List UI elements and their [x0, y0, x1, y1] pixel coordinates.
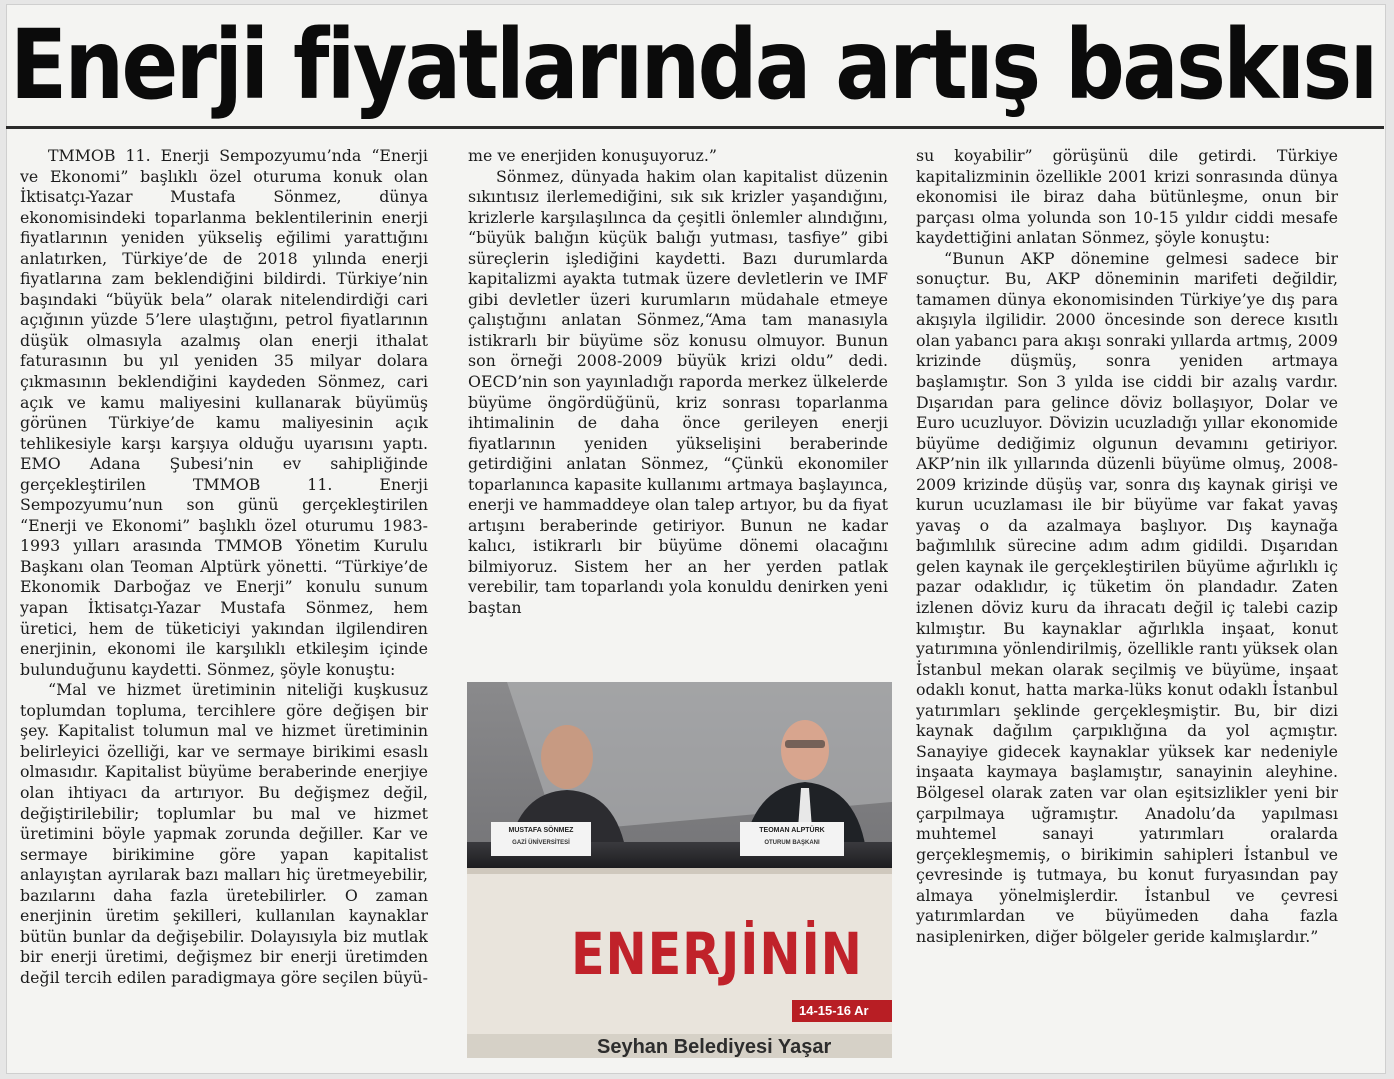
nameplate-left-line1: MUSTAFA SÖNMEZ	[508, 827, 574, 834]
headline-text: Enerji fiyatlarında artış baskısı	[10, 9, 1376, 121]
paragraph: “Mal ve hizmet üretiminin niteliği kuşkusuz toplumdan topluma, tercihlere göre değişen bir şey. Kapitalist tolumun mal ve hizmet üretiminin belirleyici özelliği, kar ve sermaye birikimi esaslı olmasıdır. Kapitalist büyüme beraberinde enerjiye olan ihtiyacı da artırıyor. Bu değişmez değil, değiştirilebilir; toplumlar bu mal ve hizmet üretimini böyle yapmak zorunda değiller. Kar ve sermaye birikimine göre yapan kapitalist anlayıştan ayrılarak bazı malları hiç üretmeyebilir, bazılarını daha fazla üretebilirler. O zaman enerjinin üretim şekilleri, kullanılan kaynaklar bütün bunlar da değişebilir. Dolayısıyla biz mutlak bir enerji üretimi, değişmez bir enerji üretimden değil tercih edilen paradigmaya göre seçilen büyü-	[20, 680, 428, 987]
nameplate-right-line2: OTURUM BAŞKANI	[764, 840, 820, 846]
banner-word: ENERJİNİN	[571, 920, 863, 988]
conference-photo	[467, 682, 892, 1058]
nameplate-right-line1: TEOMAN ALPTÜRK	[759, 827, 825, 834]
banner-bottom-text: Seyhan Belediyesi Yaşar	[597, 1036, 832, 1058]
article-column-2	[468, 146, 888, 666]
paragraph: me ve enerjiden konuşuyoruz.”	[468, 146, 717, 165]
paragraph: Sönmez, dünyada hakim olan kapitalist düzenin sıkıntısız ilerlemediğini, sık sık krizler yaşandığını, krizlerle karşılaşılınca da çeşitli önlemler alındığını, “büyük balığın küçük balığı yutması, tasfiye” gibi süreçlerin işlediğini kaydetti. Bazı durumlarda kapitalizmi ayakta tutmak üzere devletlerin ve IMF gibi devletler üzeri kurumların müdahale etmeye çalıştığını anlatan Sönmez,“Ama tam manasıyla istikrarlı bir büyüme söz konusu olmuyor. Bunun son örneği 2008-2009 büyük krizi oldu” dedi. OECD’nin son yayınladığı raporda merkez ülkelerde büyüme öngördüğünü, kriz sonrası toparlanma ihtimalinin de daha önce gerileyen enerji fiyatlarının yeniden yükselişini beraberinde getirdiğini anlatan Sönmez, “Çünkü ekonomiler toparlanınca kapasite kullanımı artmaya başlayınca, enerji ve hammaddeye olan talep artıyor, bu da fiyat artışını beraberinde getiriyor. Bunun ne kadar kalıcı, istikrarlı bir büyüme dönemi olacağını bilmiyoruz. Sistem her an her yerden patlak verebilir, tam toparlandı yola konuldu denirken yeni baştan	[468, 166, 888, 618]
photo-illustration	[467, 682, 892, 1058]
banner-dates: 14-15-16 Ar	[799, 1003, 869, 1018]
paragraph: “Bunun AKP dönemine gelmesi sadece bir sonuçtur. Bu, AKP döneminin marifeti değildir, tamamen dünya ekonomisinden Türkiye’ye dış para akışıyla ilgilidir. 2000 öncesinde son derece kısıtlı olan yabancı para akışı sonraki yıllarda artmış, 2009 krizinde düşmüş, sonra yeniden artmaya başlamıştır. Son 3 yılda ise ciddi bir azalış vardır. Dışarıdan para gelince döviz bollaşıyor, Dolar ve Euro ucuzluyor. Dövizin ucuzladığı yıllar ekonomide büyüme dediğimiz olgunun devamını getiriyor. AKP’nin ilk yıllarında düzenli büyüme olmuş, 2008-2009 krizinde düşüş var, sonra dış kaynak girişi ve kurun ucuzlaması ile bir büyüme var fakat yavaş yavaş o da azalmaya başlıyor. Dış kaynağa bağımlılık sürecine adım adım gidildi. Dışarıdan gelen kaynak ile gerçekleştirilen büyüme ağırlıklı iç pazar odaklıdır, iç tüketim ön plandadır. Zaten izlenen döviz kuru da ihracatı değil iç talebi cazip kılmıştır. Bu kaynaklar ağırlıkla inşaat, konut yatırımına yönlendirilmiş, özellikle rantı yüksek olan İstanbul mekan olarak seçilmiş ve büyüme, inşaat odaklı konut, hatta marka-lüks konut odaklı İstanbul yatırımları şeklinde gerçekleşmiştir. Bu, bir dizi kaynak dağılım çarpıklığına da yol açmıştır. Sanayiye gidecek kaynaklar yüksek kar nedeniyle inşaata kaymaya başlamıştır, sanayinin aleyhine. Bölgesel olarak zaten var olan eşitsizlikler yeni bir çarpılmaya uğramıştır. Anadolu’da yapılması muhtemel sanayi yatırımları oralarda gerçekleşmemiş, o birikimin sahipleri İstanbul ve çevresinde iş tutmaya, bu konut furyasından pay almaya yönelmişlerdir. İstanbul ve çevresi yatırımlardan ve büyümeden daha fazla nasiplenirken, diğer bölgeler geride kalmışlardır.”	[916, 248, 1338, 946]
article-column-3	[916, 146, 1338, 1064]
headline	[10, 6, 1380, 124]
headline-rule	[6, 126, 1384, 129]
article-column-1	[20, 146, 428, 1064]
nameplate-left-line2: GAZİ ÜNİVERSİTESİ	[512, 840, 570, 846]
paragraph: TMMOB 11. Enerji Sempozyumu’nda “Enerji ve Ekonomi” başlıklı özel oturuma konuk olan İktisatçı-Yazar Mustafa Sönmez, dünya ekonomisindeki toparlanma beklentilerinin enerji fiyatlarının yeniden yükseliş eğilimi yarattığını anlatırken, Türkiye’de de 2018 yılında enerji fiyatlarına zam beklendiğini bildirdi. Türkiye’nin başındaki “büyük bela” olarak nitelendirdiği cari açığının yüzde 5’lere ulaştığını, petrol fiyatlarının düşük olmasıyla azalmış olan enerji ithalat faturasının bu yıl yeniden 35 milyar dolara çıkmasının beklendiğini kaydeden Sönmez, cari açık ve kamu maliyesini kullanarak büyümüş görünen Türkiye’de kamu maliyesinin açık tehlikesiyle karşı karşıya olduğu uyarısını yaptı. EMO Adana Şubesi’nin ev sahipliğinde gerçekleştirilen TMMOB 11. Enerji Sempozyumu’nun son günü gerçekleştirilen “Enerji ve Ekonomi” başlıklı özel oturumu 1983-1993 yılları arasında TMMOB Yönetim Kurulu Başkanı olan Teoman Alptürk yönetti. “Türkiye’de Ekonomik Darboğaz ve Enerji” konulu sunum yapan İktisatçı-Yazar Mustafa Sönmez, hem üretici, hem de tüketiciyi yakından ilgilendiren enerjinin, ekonomi ile karşılıklı etkileşim içinde bulunduğunu kaydetti. Sönmez, şöyle konuştu:	[20, 146, 428, 679]
paragraph: su koyabilir” görüşünü dile getirdi. Türkiye kapitalizminin özellikle 2001 krizi sonrasında dünya ekonomisi ile biraz daha bütünleşme, onun bir parçası olma yolunda son 10-15 yıldır ciddi mesafe kaydettiğini anlatan Sönmez, şöyle konuştu:	[916, 146, 1338, 248]
